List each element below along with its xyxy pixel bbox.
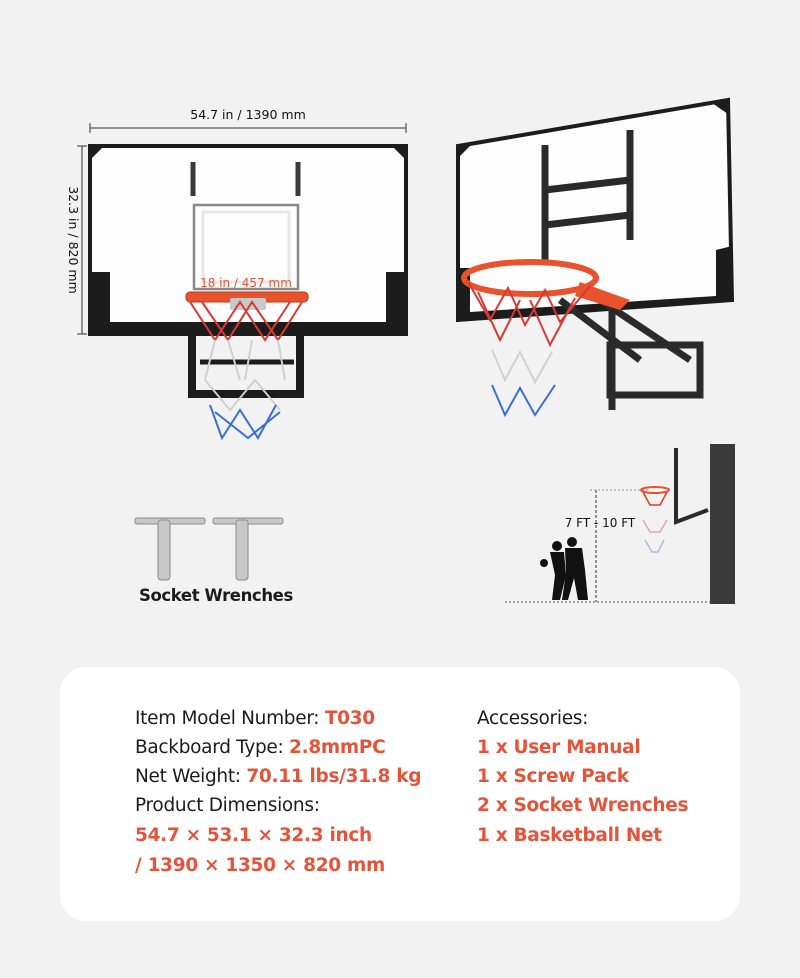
accessories-label: Accessories: (477, 708, 589, 729)
backboard-type-label: Backboard Type: (135, 737, 290, 758)
rim-diameter-label: 18 in / 457 mm (200, 276, 292, 290)
socket-wrenches-image (130, 510, 290, 585)
accessory-item: 1 x User Manual (477, 737, 641, 758)
small-hoop (641, 448, 708, 552)
height-range-label: 7 FT - 10 FT (564, 516, 636, 530)
height-range-marker (590, 490, 650, 602)
net-weight-row (135, 766, 421, 787)
product-dimensions-inch: 54.7 × 53.1 × 32.3 inch (135, 825, 372, 846)
width-dimension-label: 54.7 in / 1390 mm (190, 107, 306, 122)
height-range-illustration (505, 440, 745, 610)
angled-backboard (458, 100, 732, 320)
product-dimensions-mm: / 1390 × 1350 × 820 mm (135, 855, 385, 876)
angled-view-illustration (440, 90, 750, 430)
model-number-row (135, 708, 375, 729)
model-number-value: T030 (324, 708, 375, 729)
socket-wrenches-label: Socket Wrenches (139, 586, 293, 605)
accessory-item: 1 x Screw Pack (477, 766, 629, 787)
net-weight-value: 70.11 lbs/31.8 kg (246, 766, 422, 787)
accessory-item: 2 x Socket Wrenches (477, 795, 689, 816)
product-dimensions-label: Product Dimensions: (135, 795, 320, 816)
spec-card (60, 667, 740, 921)
players-silhouette (540, 537, 588, 600)
backboard-type-value: 2.8mmPC (289, 737, 386, 758)
accessory-item: 1 x Basketball Net (477, 825, 662, 846)
model-number-label: Item Model Number: (135, 708, 325, 729)
backboard-type-row (135, 737, 385, 758)
front-view-illustration (50, 100, 430, 450)
net-weight-label: Net Weight: (135, 766, 247, 787)
height-dimension-label: 32.3 in / 820 mm (66, 186, 81, 294)
width-dimension-line (90, 123, 406, 133)
